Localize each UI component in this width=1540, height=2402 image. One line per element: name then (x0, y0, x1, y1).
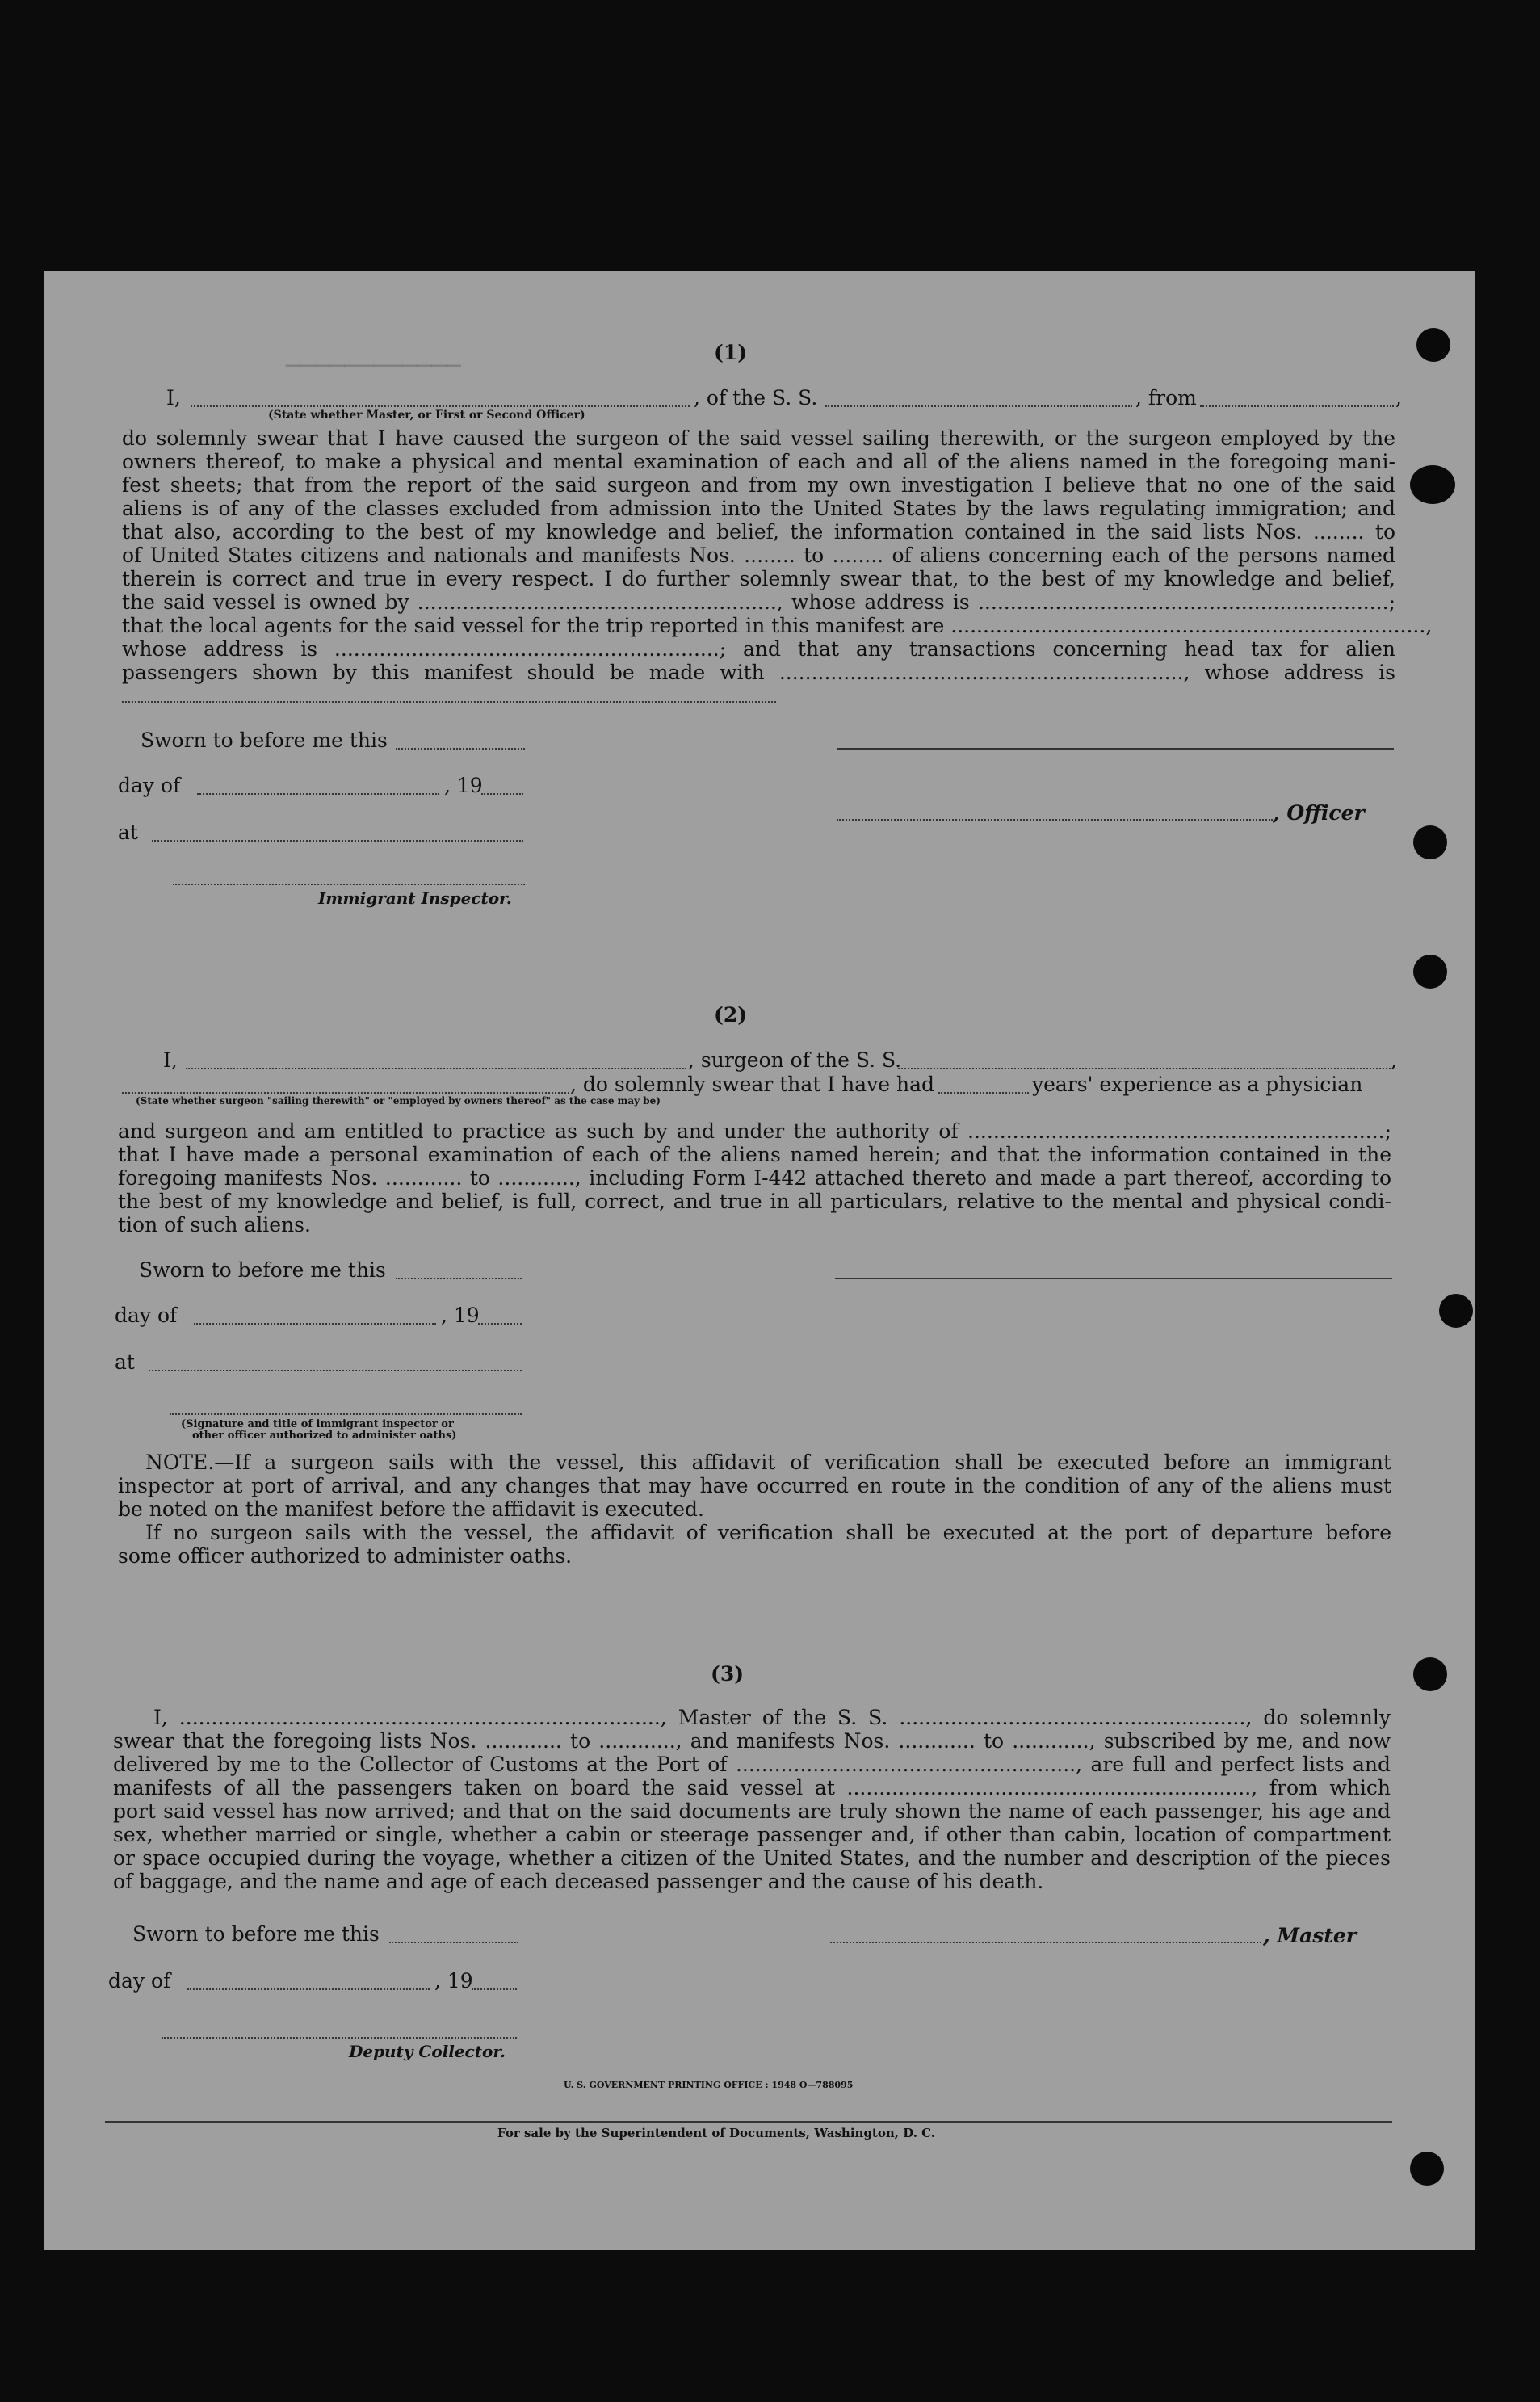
s3-oath-line: of baggage, and the name and age of each deceased passenger and the cause of his death. (113, 1870, 1044, 1893)
s1-day-field (197, 793, 439, 795)
s2-at-label: at (115, 1350, 135, 1374)
s3-oath-line: manifests of all the passengers taken on board the said vessel at ..............................................................., from which (113, 1776, 1391, 1799)
s2-inspector-signature-field (170, 1413, 522, 1415)
bleed-through-mark: ──────────── (286, 352, 461, 380)
s2-oath-line: that I have made a personal examination of each of the aliens named herein; and that the information contained in the (118, 1143, 1391, 1166)
s2-note-line: some officer authorized to administer oaths. (118, 1544, 573, 1568)
s1-year-field (481, 793, 523, 795)
s2-year-label: , 19 (441, 1304, 480, 1327)
s1-i-label: I, (166, 386, 181, 409)
s1-sworn-label: Sworn to before me this (141, 729, 388, 752)
s1-officer-caption: , Officer (1273, 801, 1365, 825)
s3-deputy-caption: Deputy Collector. (349, 2042, 506, 2061)
punch-hole (1413, 825, 1447, 859)
s2-day-label: day of (115, 1304, 178, 1327)
s2-oath-line: foregoing manifests Nos. ............ to ............, including Form I-442 attached thereto and made a part thereof, according to (118, 1166, 1391, 1190)
s1-officer-signature-field (837, 819, 1273, 821)
s3-oath-line: swear that the foregoing lists Nos. ............ to ............, and manifests Nos. ............ to ............, subscribed by me, and now (113, 1729, 1391, 1753)
s1-oath-paragraph (122, 426, 1433, 684)
s1-oath-line: of United States citizens and nationals and manifests Nos. ........ to ........ of aliens concerning each of the persons named (122, 544, 1395, 567)
s1-officer-signature-line-1 (837, 748, 1394, 750)
punch-hole (1410, 465, 1455, 504)
s1-line-end: , (1395, 386, 1402, 409)
s2-oath-line: the best of my knowledge and belief, is full, correct, and true in all particulars, relative to the mental and physical condi- (118, 1190, 1391, 1213)
s2-at-field (149, 1370, 522, 1371)
s2-years-label: years' experience as a physician (1032, 1073, 1363, 1096)
s3-oath-line: sex, whether married or single, whether a cabin or steerage passenger and, if other than cabin, location of compartment (113, 1823, 1391, 1846)
s1-year-label: , 19 (444, 774, 483, 797)
s3-day-label: day of (108, 1969, 171, 1993)
s2-day-field (194, 1323, 436, 1325)
s3-oath-text: I, ..........................................................................., Master of the S. S. ......................................................, do solemnly (153, 1706, 1391, 1729)
s3-oath-line: port said vessel has now arrived; and that on the said documents are truly shown the name of each passenger, his age and (113, 1799, 1391, 1823)
s2-swear-label: , do solemnly swear that I have had (570, 1073, 935, 1096)
s1-oath-line: fest sheets; that from the report of the said surgeon and from my own investigation I believe that no one of the said (122, 473, 1395, 497)
s2-oath-line: and surgeon and am entitled to practice as such by and under the authority of .................................................................; (118, 1119, 1391, 1143)
s1-oath-line: therein is correct and true in every respect. I do further solemnly swear that, to the best of my knowledge and belief, (122, 567, 1395, 590)
section-3-number: (3) (711, 1662, 745, 1686)
s3-day-field (187, 1988, 430, 1990)
footer-rule (105, 2121, 1392, 2123)
s1-sworn-field (396, 748, 525, 750)
s2-note-paragraph (118, 1451, 1391, 1568)
s2-sworn-field (396, 1278, 522, 1279)
form-sheet (44, 271, 1475, 2250)
s2-note-text: If no surgeon sails with the vessel, the affidavit of verification shall be executed at the port of departure before (145, 1521, 1391, 1544)
punch-hole (1410, 2152, 1444, 2186)
punch-hole (1413, 1657, 1447, 1691)
punch-hole (1416, 328, 1450, 362)
s3-sworn-label: Sworn to before me this (132, 1922, 380, 1946)
s2-status-caption: (State whether surgeon "sailing therewith" or "employed by owners thereof" as the case may be) (136, 1095, 661, 1107)
s1-oath-line: passengers shown by this manifest should be made with ..............................................................., whose address is (122, 661, 1395, 684)
s2-sworn-label: Sworn to before me this (139, 1258, 386, 1282)
s1-inspector-caption: Immigrant Inspector. (318, 888, 512, 908)
s1-officer-caption: (State whether Master, or First or Second Officer) (268, 409, 585, 422)
gpo-imprint: U. S. GOVERNMENT PRINTING OFFICE : 1948 O—788095 (564, 2080, 854, 2090)
s2-surgeon-status-field (122, 1092, 569, 1094)
s1-ss-label: , of the S. S. (694, 386, 818, 409)
s1-officer-title-field (191, 405, 690, 407)
s3-master-signature-field (830, 1942, 1261, 1943)
s2-note-text: NOTE.—If a surgeon sails with the vessel, this affidavit of verification shall be executed before an immigrant (145, 1451, 1391, 1474)
s3-year-label: , 19 (434, 1969, 473, 1993)
s2-i-label: I, (163, 1048, 178, 1072)
s3-year-field (472, 1988, 517, 1990)
s1-address-continuation-field (122, 701, 776, 703)
s1-oath-line: owners thereof, to make a physical and mental examination of each and all of the aliens named in the foregoing mani- (122, 450, 1395, 473)
sale-notice: For sale by the Superintendent of Documents, Washington, D. C. (497, 2126, 936, 2140)
s2-signature-caption-2: other officer authorized to administer oaths) (192, 1430, 457, 1442)
s1-from-label: , from (1135, 386, 1197, 409)
s1-oath-line: that the local agents for the said vessel for the trip reported in this manifest are .........................................................................., (122, 614, 1433, 637)
s1-inspector-signature-field (173, 884, 525, 885)
s1-oath-line: do solemnly swear that I have caused the surgeon of the said vessel sailing therewith, or the surgeon employed by the (122, 426, 1395, 450)
s3-master-caption: , Master (1263, 1924, 1357, 1947)
s1-day-label: day of (118, 774, 181, 797)
s2-year-field (478, 1323, 522, 1325)
section-1-number: (1) (714, 341, 748, 364)
section-2-number: (2) (714, 1003, 748, 1027)
s2-note-line (118, 1521, 1391, 1544)
s1-at-field (152, 840, 523, 842)
s2-note-line: be noted on the manifest before the affidavit is executed. (118, 1497, 704, 1521)
s2-surgeon-signature-line (835, 1278, 1392, 1279)
s1-from-field (1200, 405, 1394, 407)
s2-note-line: inspector at port of arrival, and any changes that may have occurred en route in the condition of any of the aliens must (118, 1474, 1391, 1497)
s2-signature-caption-1: (Signature and title of immigrant inspector or (181, 1418, 454, 1430)
s2-note-line (118, 1451, 1391, 1474)
s2-oath-paragraph (118, 1119, 1391, 1237)
s2-surgeon-name-field (186, 1068, 686, 1069)
punch-hole (1413, 955, 1447, 989)
s2-vessel-name-field (898, 1068, 1391, 1069)
s1-at-label: at (118, 821, 138, 844)
s3-oath-line: delivered by me to the Collector of Customs at the Port of ....................................................., are full and perfect lists and (113, 1753, 1391, 1776)
punch-hole (1439, 1294, 1473, 1328)
s3-deputy-signature-field (162, 2037, 517, 2039)
s1-oath-line: aliens is of any of the classes excluded from admission into the United States by the laws regulating immigration; and (122, 497, 1395, 520)
s2-years-field (938, 1092, 1029, 1094)
s1-oath-line: that also, according to the best of my knowledge and belief, the information contained in the said lists Nos. ........ to (122, 520, 1395, 544)
s2-line-end: , (1391, 1048, 1397, 1072)
s2-oath-line: tion of such aliens. (118, 1213, 311, 1237)
s3-oath-paragraph (113, 1706, 1391, 1893)
s1-vessel-name-field (825, 405, 1132, 407)
s2-ss-label: , surgeon of the S. S. (688, 1048, 902, 1072)
s1-oath-line: the said vessel is owned by ........................................................, whose address is ................................................................; (122, 590, 1395, 614)
s1-oath-line: whose address is ............................................................; and that any transactions concerning head tax for alien (122, 637, 1395, 661)
s3-sworn-field (389, 1942, 518, 1943)
s3-oath-line (113, 1706, 1391, 1729)
s3-oath-line: or space occupied during the voyage, whether a citizen of the United States, and the number and description of the pieces (113, 1846, 1391, 1870)
